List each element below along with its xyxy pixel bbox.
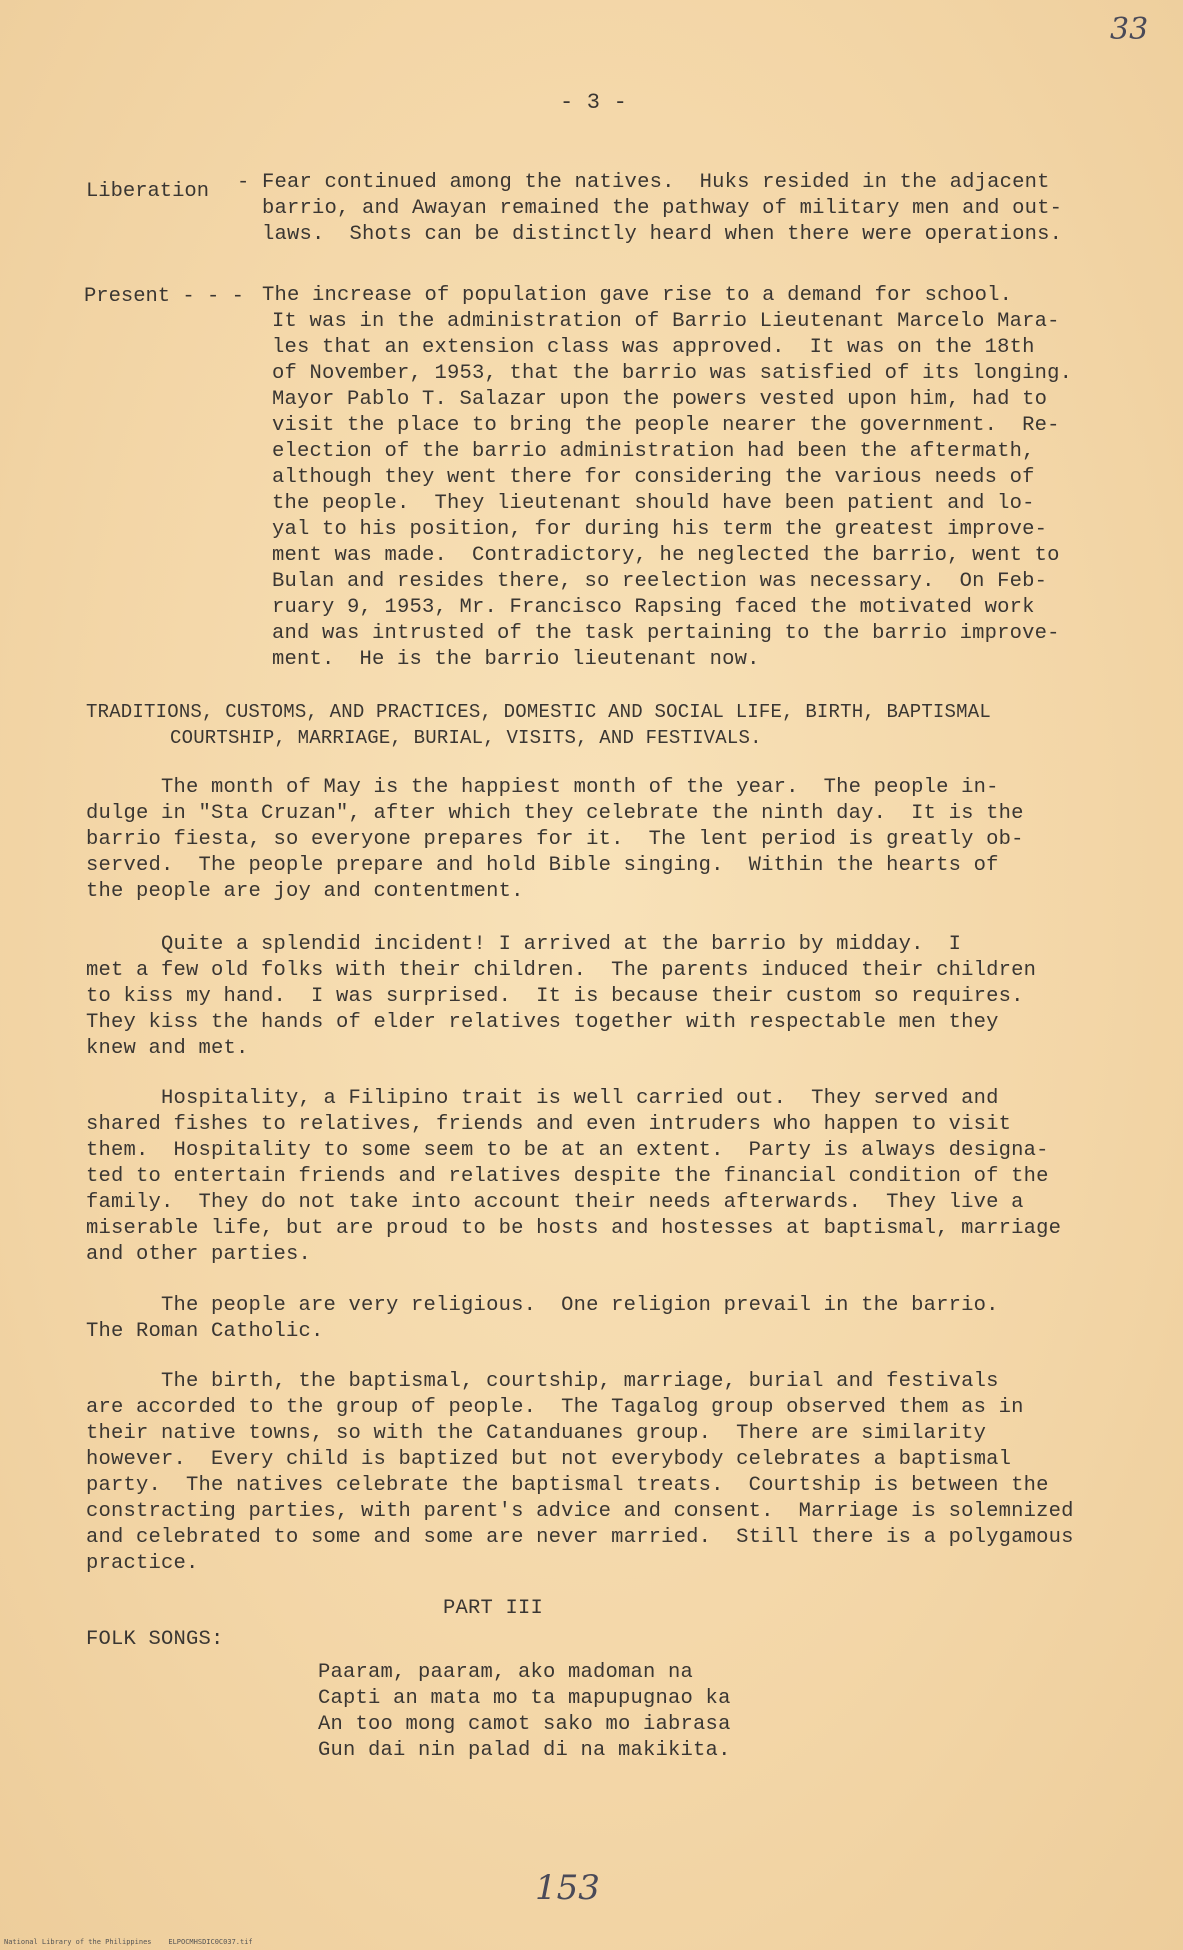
- paragraph-line: served. The people prepare and hold Bible singing. Within the hearts of: [86, 854, 999, 877]
- present-line: The increase of population gave rise to a demand for school.: [262, 284, 1013, 307]
- folk-songs-label: FOLK SONGS:: [86, 1628, 224, 1651]
- paragraph-line: The birth, the baptismal, courtship, marriage, burial and festivals: [86, 1370, 999, 1393]
- present-line: although they went there for considering the various needs of: [272, 466, 1035, 489]
- paragraph-line: The month of May is the happiest month of the year. The people in-: [86, 776, 999, 799]
- present-line: the people. They lieutenant should have been patient and lo-: [272, 492, 1035, 515]
- present-line: les that an extension class was approved. It was on the 18th: [272, 336, 1035, 359]
- paragraph-line: the people are joy and contentment.: [86, 880, 524, 903]
- paragraph-line: practice.: [86, 1552, 199, 1575]
- section-heading: TRADITIONS, CUSTOMS, AND PRACTICES, DOMESTIC AND SOCIAL LIFE, BIRTH, BAPTISMAL: [86, 701, 991, 723]
- song-line: An too mong camot sako mo iabrasa: [318, 1713, 731, 1736]
- present-line: of November, 1953, that the barrio was satisfied of its longing.: [272, 362, 1073, 385]
- paragraph-line: party. The natives celebrate the baptismal treats. Courtship is between the: [86, 1474, 1049, 1497]
- present-line: ment. He is the barrio lieutenant now.: [272, 648, 760, 671]
- paragraph-line: are accorded to the group of people. The Tagalog group observed them as in: [86, 1396, 1024, 1419]
- paragraph-line: miserable life, but are proud to be hosts and hostesses at baptismal, marriage: [86, 1217, 1062, 1240]
- paragraph-line: The Roman Catholic.: [86, 1320, 324, 1343]
- paragraph-line: however. Every child is baptized but not everybody celebrates a baptismal: [86, 1448, 1012, 1471]
- section-label-liberation: Liberation: [86, 180, 210, 203]
- paragraph-line: ted to entertain friends and relatives despite the financial condition of the: [86, 1165, 1049, 1188]
- paragraph-line: family. They do not take into account their needs afterwards. They live a: [86, 1191, 1024, 1214]
- section-label-present: Present - - -: [84, 285, 244, 308]
- page-number: - 3 -: [560, 90, 628, 115]
- liberation-line: - Fear continued among the natives. Huks resided in the adjacent: [237, 171, 1050, 194]
- paragraph-line: constracting parties, with parent's advice and consent. Marriage is solemnized: [86, 1500, 1074, 1523]
- paragraph-line: them. Hospitality to some seem to be at an extent. Party is always designa-: [86, 1139, 1049, 1162]
- present-line: It was in the administration of Barrio Lieutenant Marcelo Mara-: [272, 310, 1060, 333]
- present-line: and was intrusted of the task pertaining to the barrio improve-: [272, 622, 1060, 645]
- paragraph-line: to kiss my hand. I was surprised. It is because their custom so requires.: [86, 985, 1024, 1008]
- paragraph-line: Hospitality, a Filipino trait is well carried out. They served and: [86, 1087, 999, 1110]
- paragraph-line: shared fishes to relatives, friends and even intruders who happen to visit: [86, 1113, 1012, 1136]
- paragraph-line: Quite a splendid incident! I arrived at the barrio by midday. I: [86, 933, 962, 956]
- section-heading: COURTSHIP, MARRIAGE, BURIAL, VISITS, AND FESTIVALS.: [170, 727, 762, 749]
- present-line: yal to his position, for during his term the greatest improve-: [272, 518, 1048, 541]
- present-line: Bulan and resides there, so reelection was necessary. On Feb-: [272, 570, 1048, 593]
- song-line: Paaram, paaram, ako madoman na: [318, 1661, 694, 1684]
- song-line: Capti an mata mo ta mapupugnao ka: [318, 1687, 731, 1710]
- present-line: election of the barrio administration had been the aftermath,: [272, 440, 1035, 463]
- page-corner-number: 33: [1110, 12, 1149, 47]
- song-line: Gun dai nin palad di na makikita.: [318, 1739, 731, 1762]
- present-line: Mayor Pablo T. Salazar upon the powers vested upon him, had to: [272, 388, 1048, 411]
- paragraph-line: their native towns, so with the Catanduanes group. There are similarity: [86, 1422, 987, 1445]
- paragraph-line: barrio fiesta, so everyone prepares for it. The lent period is greatly ob-: [86, 828, 1024, 851]
- paragraph-line: knew and met.: [86, 1037, 249, 1060]
- paragraph-line: and other parties.: [86, 1243, 312, 1266]
- liberation-line: laws. Shots can be distinctly heard when there were operations.: [237, 223, 1063, 246]
- part-title: PART III: [443, 1597, 544, 1620]
- present-line: ruary 9, 1953, Mr. Francisco Rapsing faced the motivated work: [272, 596, 1035, 619]
- liberation-line: barrio, and Awayan remained the pathway of military men and out-: [237, 197, 1063, 220]
- scan-footer: National Library of the Philippines ELPOCMHSDIC0C037.tif: [4, 1938, 253, 1946]
- present-line: visit the place to bring the people nearer the government. Re-: [272, 414, 1060, 437]
- paragraph-line: met a few old folks with their children. The parents induced their children: [86, 959, 1037, 982]
- handwritten-page-number: 153: [535, 1868, 600, 1908]
- present-line: ment was made. Contradictory, he neglected the barrio, went to: [272, 544, 1060, 567]
- paragraph-line: The people are very religious. One religion prevail in the barrio.: [86, 1294, 999, 1317]
- paragraph-line: dulge in "Sta Cruzan", after which they celebrate the ninth day. It is the: [86, 802, 1024, 825]
- paragraph-line: They kiss the hands of elder relatives together with respectable men they: [86, 1011, 999, 1034]
- paragraph-line: and celebrated to some and some are never married. Still there is a polygamous: [86, 1526, 1074, 1549]
